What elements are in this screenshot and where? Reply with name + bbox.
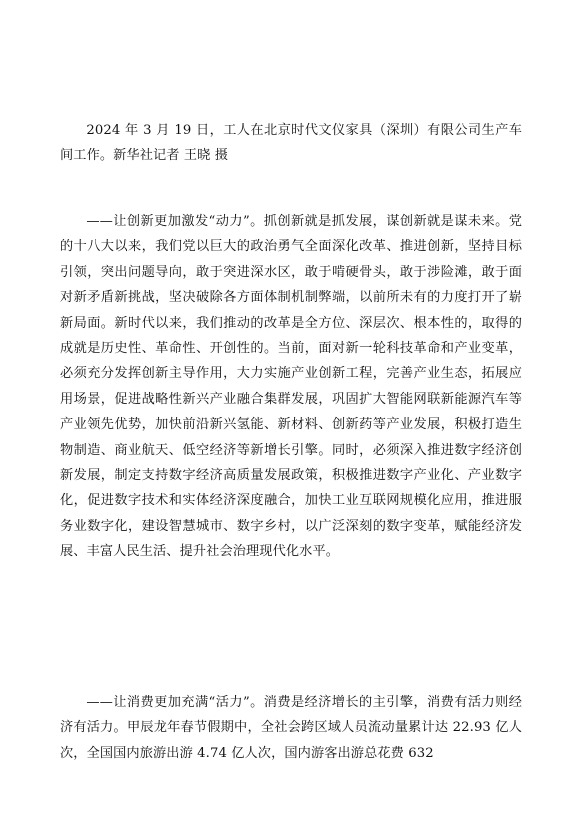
- paragraph-consumption: ——让消费更加充满“活力”。消费是经济增长的主引擎，消费有活力则经济有活力。甲辰龙年春节假期中，全社会跨区域人员流动量累计达 22.93 亿人次，全国国内旅游出游 4.74 亿人次，国内游客出游总花费 632: [60, 695, 522, 761]
- paragraph-innovation: ——让创新更加激发“动力”。抓创新就是抓发展，谋创新就是谋未来。党的十八大以来，我们党以巨大的政治勇气全面深化改革、推进创新，坚持目标引领，突出问题导向，敢于突进深水区，敢于啃硬骨头，敢于涉险滩，敢于面对新矛盾新挑战，坚决破除各方面体制机制弊端，以前所未有的力度打开了崭新局面。新时代以来，我们推动的改革是全方位、深层次、根本性的，取得的成就是历史性、革命性、开创性的。当前，面对新一轮科技革命和产业变革，必须充分发挥创新主导作用，大力实施产业创新工程，完善产业生态，拓展应用场景，促进战略性新兴产业融合集群发展，巩固扩大智能网联新能源汽车等产业领先优势，加快前沿新兴氢能、新材料、创新药等产业发展，积极打造生物制造、商业航天、低空经济等新增长引擎。同时，必须深入推进数字经济创新发展，制定支持数字经济高质量发展政策，积极推进数字产业化、产业数字化，促进数字技术和实体经济深度融合，加快工业互联网规模化应用，推进服务业数字化，建设智慧城市、数字乡村，以广泛深刻的数字变革，赋能经济发展、丰富人民生活、提升社会治理现代化水平。: [60, 214, 522, 560]
- photo-caption: 2024 年 3 月 19 日，工人在北京时代文仪家具（深圳）有限公司生产车间工作。新华社记者 王晓 摄: [60, 123, 522, 164]
